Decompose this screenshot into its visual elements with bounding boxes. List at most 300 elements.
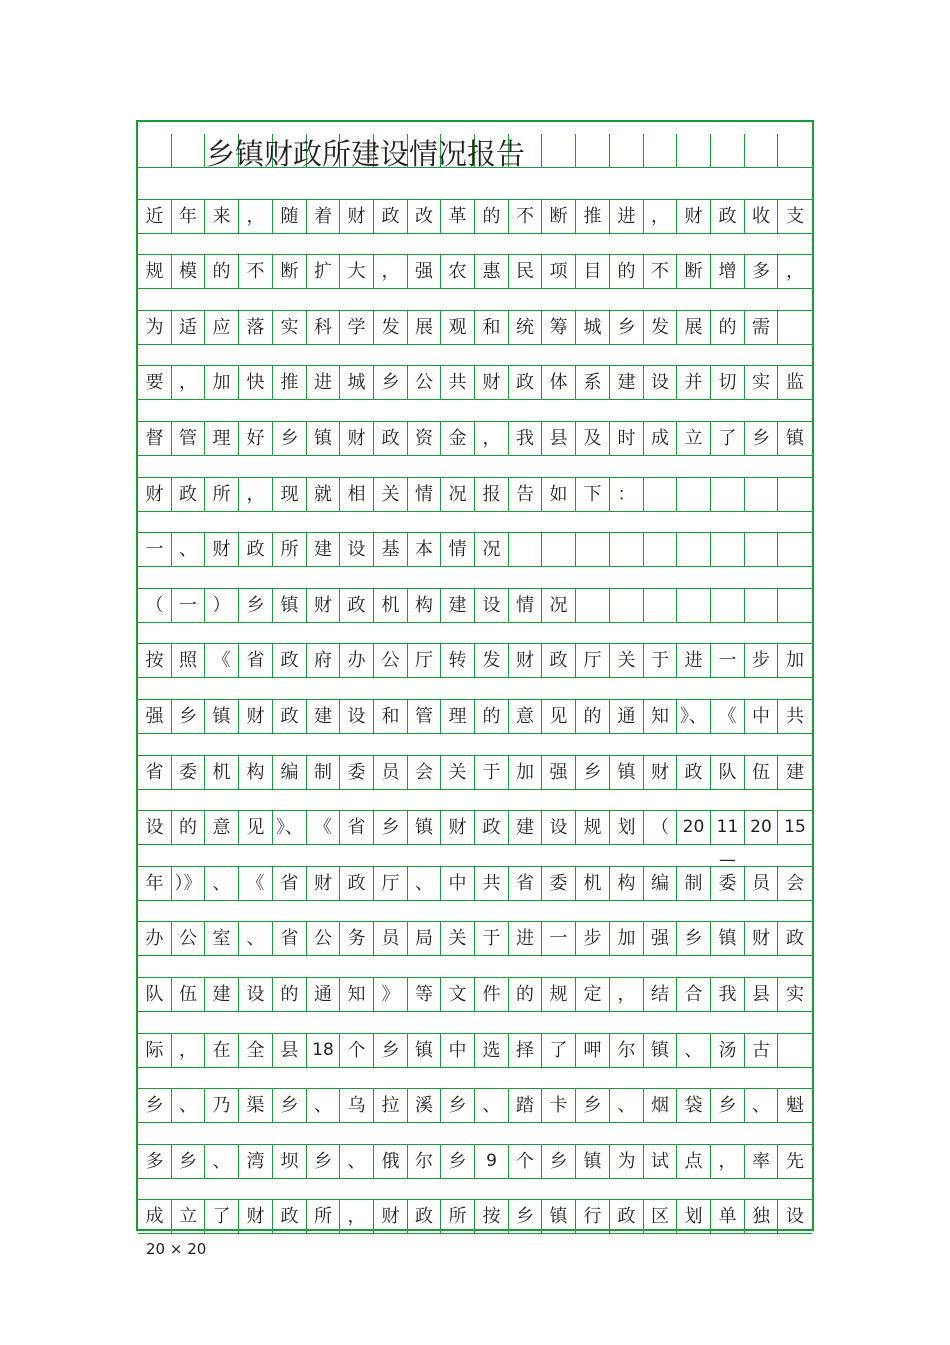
grid-cell: 乡 xyxy=(172,700,205,733)
text-row xyxy=(138,900,812,956)
grid-cell: 制 xyxy=(307,756,340,789)
grid-cell: 监 xyxy=(786,372,804,393)
grid-cell: 共 xyxy=(441,366,475,399)
grid-cell xyxy=(778,589,812,622)
grid-cell: 知 xyxy=(644,700,677,733)
grid-cell: 省 xyxy=(273,922,307,955)
grid-cell: 督 xyxy=(138,422,172,455)
grid-cell: 意 xyxy=(205,811,239,844)
grid-cell: 支 xyxy=(786,206,804,227)
grid-cell: 政 xyxy=(172,478,205,511)
grid-cell: 政 xyxy=(475,811,509,844)
grid-cell: 革 xyxy=(441,200,475,233)
grid-cell: 镇 xyxy=(786,428,804,449)
grid-cell: 发 xyxy=(475,644,509,677)
grid-cell xyxy=(778,311,812,344)
row-cells xyxy=(138,200,812,234)
row-spacer xyxy=(138,1123,812,1145)
grid-cell: 政 xyxy=(542,644,576,677)
grid-cell: 于 xyxy=(475,922,509,955)
grid-cell: 先 xyxy=(786,1151,804,1172)
grid-cell: 政 xyxy=(340,589,374,622)
row-spacer xyxy=(138,1012,812,1034)
grid-cell: 体 xyxy=(542,366,576,399)
row-cells xyxy=(138,366,812,400)
grid-cell: 意 xyxy=(509,700,542,733)
grid-cell: 省 xyxy=(509,867,542,900)
grid-cell: 公 xyxy=(408,366,441,399)
row-cells xyxy=(138,255,812,289)
text-row xyxy=(138,178,812,234)
grid-cell: 《 xyxy=(307,811,340,844)
grid-cell: ）》 xyxy=(172,867,205,900)
grid-cell xyxy=(778,478,812,511)
grid-cell: 厅 xyxy=(374,867,408,900)
grid-cell: 并 xyxy=(677,366,711,399)
grid-cell: 魁 xyxy=(786,1095,804,1116)
text-row xyxy=(138,567,812,623)
grid-cell: 设 xyxy=(239,978,273,1011)
grid-cell: 在 xyxy=(205,1034,239,1067)
grid-cell: 省 xyxy=(138,756,172,789)
row-spacer xyxy=(138,789,812,811)
grid-cell: 湾 xyxy=(239,1145,273,1178)
grid-cell: ： xyxy=(610,478,644,511)
grid-cell xyxy=(576,533,610,566)
grid-cell: 适 xyxy=(172,311,205,344)
grid-cell xyxy=(509,134,542,167)
grid-cell: 建 xyxy=(441,589,475,622)
grid-cell xyxy=(677,589,711,622)
title-row xyxy=(138,122,812,178)
grid-cell: 拉 xyxy=(374,1089,408,1122)
grid-cell xyxy=(273,134,307,167)
grid-cell: 等 xyxy=(408,978,441,1011)
grid-cell: 好 xyxy=(239,422,273,455)
grid-cell: 《 xyxy=(239,867,273,900)
text-row xyxy=(138,344,812,400)
grid-cell: 进 xyxy=(509,922,542,955)
grid-cell: 个 xyxy=(509,1145,542,1178)
grid-cell: 了 xyxy=(542,1034,576,1067)
grid-cell: 情 xyxy=(408,478,441,511)
grid-cell: 》、 xyxy=(677,700,711,733)
grid-cell xyxy=(610,589,644,622)
grid-cell: 推 xyxy=(576,200,610,233)
row-spacer xyxy=(138,622,812,644)
grid-cell: 况 xyxy=(542,589,576,622)
grid-cell: 为 xyxy=(138,311,172,344)
grid-cell: ， xyxy=(786,261,804,282)
grid-cell: 步 xyxy=(745,644,778,677)
grid-cell xyxy=(644,589,677,622)
grid-cell: 建 xyxy=(610,366,644,399)
grid-cell: 照 xyxy=(172,644,205,677)
grid-cell: 进 xyxy=(307,366,340,399)
grid-cell: 政 xyxy=(273,644,307,677)
grid-cell: 相 xyxy=(340,478,374,511)
grid-cell: 年 xyxy=(172,200,205,233)
grid-cell: 的 xyxy=(475,700,509,733)
row-spacer xyxy=(138,456,812,478)
grid-cell: 模 xyxy=(172,255,205,288)
text-row xyxy=(138,789,812,870)
text-row xyxy=(138,400,812,456)
row-cells xyxy=(138,700,812,734)
text-row xyxy=(138,233,812,289)
grid-cell: 金 xyxy=(441,422,475,455)
grid-cell: 财 xyxy=(307,589,340,622)
grid-cell: 实 xyxy=(786,984,804,1005)
grid-cell: 伍 xyxy=(745,756,778,789)
grid-cell xyxy=(441,134,475,167)
grid-cell: 委 xyxy=(542,867,576,900)
grid-cell: 、 xyxy=(172,1089,205,1122)
grid-cell xyxy=(677,478,711,511)
grid-cell: 设 xyxy=(542,811,576,844)
grid-cell: 目 xyxy=(576,255,610,288)
grid-cell: 政 xyxy=(374,200,408,233)
grid-cell: 、 xyxy=(677,1034,711,1067)
grid-cell xyxy=(610,134,644,167)
grid-cell xyxy=(408,134,441,167)
grid-cell: 规 xyxy=(138,255,172,288)
grid-cell: 的 xyxy=(711,311,745,344)
grid-cell xyxy=(374,134,408,167)
grid-cell: 坝 xyxy=(273,1145,307,1178)
grid-cell: 年 xyxy=(138,867,172,900)
grid-cell: 乡 xyxy=(711,1089,745,1122)
grid-cell: 率 xyxy=(745,1145,778,1178)
grid-cell: 的 xyxy=(610,255,644,288)
grid-cell: 划 xyxy=(677,1200,711,1233)
row-spacer xyxy=(138,511,812,533)
grid-cell: 》、 xyxy=(273,811,307,844)
grid-cell: 时 xyxy=(610,422,644,455)
grid-cell: 厅 xyxy=(576,644,610,677)
grid-cell: 、 xyxy=(610,1089,644,1122)
grid-cell: 委 xyxy=(340,756,374,789)
grid-cell: 烟 xyxy=(644,1089,677,1122)
grid-cell: 管 xyxy=(172,422,205,455)
grid-cell: 乌 xyxy=(340,1089,374,1122)
grid-cell: 设 xyxy=(340,533,374,566)
grid-cell xyxy=(340,134,374,167)
text-row xyxy=(138,511,812,567)
grid-cell: 定 xyxy=(576,978,610,1011)
grid-cell: 《 xyxy=(711,700,745,733)
grid-cell: 镇 xyxy=(408,811,441,844)
grid-cell: 县 xyxy=(745,978,778,1011)
grid-cell: 扩 xyxy=(307,255,340,288)
grid-cell: 镇 xyxy=(542,1200,576,1233)
grid-cell: 中 xyxy=(441,867,475,900)
grid-cell: 合 xyxy=(677,978,711,1011)
grid-cell: 建 xyxy=(205,978,239,1011)
row-spacer xyxy=(138,734,812,756)
grid-cell: 况 xyxy=(475,533,509,566)
text-row xyxy=(138,622,812,678)
grid-cell: 财 xyxy=(205,533,239,566)
grid-cell: 收 xyxy=(745,200,778,233)
grid-cell: 设 xyxy=(340,700,374,733)
grid-cell: 汤 xyxy=(711,1034,745,1067)
grid-cell: 乡 xyxy=(374,811,408,844)
text-row xyxy=(138,1067,812,1123)
grid-cell: 11— xyxy=(711,811,745,844)
grid-cell: 财 xyxy=(509,644,542,677)
grid-cell: 财 xyxy=(307,867,340,900)
grid-cell: 、 xyxy=(205,867,239,900)
grid-cell xyxy=(576,589,610,622)
grid-cell xyxy=(307,134,340,167)
grid-cell: 建 xyxy=(307,533,340,566)
grid-cell: 科 xyxy=(307,311,340,344)
grid-cell: 规 xyxy=(542,978,576,1011)
grid-cell: 立 xyxy=(172,1200,205,1233)
grid-cell: 独 xyxy=(745,1200,778,1233)
grid-cell: 理 xyxy=(205,422,239,455)
grid-cell xyxy=(644,134,677,167)
grid-cell: 推 xyxy=(273,366,307,399)
grid-cell: 乡 xyxy=(441,1089,475,1122)
grid-cell: 员 xyxy=(374,756,408,789)
grid-cell: 袋 xyxy=(677,1089,711,1122)
grid-cell: ） xyxy=(205,589,239,622)
grid-cell: 成 xyxy=(138,1200,172,1233)
grid-cell: 乡 xyxy=(138,1089,172,1122)
grid-cell: 大 xyxy=(340,255,374,288)
grid-cell: 报 xyxy=(475,478,509,511)
grid-cell: 筹 xyxy=(542,311,576,344)
grid-cell: 实 xyxy=(745,366,778,399)
grid-cell: 的 xyxy=(273,978,307,1011)
grid-cell: 9 xyxy=(475,1145,509,1178)
grid-cell: 乡 xyxy=(610,311,644,344)
row-cells xyxy=(138,134,812,168)
grid-cell: 断 xyxy=(542,200,576,233)
text-row xyxy=(138,845,812,901)
row-cells xyxy=(138,1034,812,1068)
text-row xyxy=(138,456,812,512)
grid-cell: 了 xyxy=(205,1200,239,1233)
grid-cell: 的 xyxy=(205,255,239,288)
grid-cell: 的 xyxy=(172,811,205,844)
grid-cell: 选 xyxy=(475,1034,509,1067)
grid-cell: 一 xyxy=(138,533,172,566)
grid-cell: 办 xyxy=(340,644,374,677)
grid-cell xyxy=(677,134,711,167)
grid-cell: 建 xyxy=(786,762,804,783)
grid-cell xyxy=(677,533,711,566)
grid-cell: 着 xyxy=(307,200,340,233)
row-cells xyxy=(138,756,812,790)
grid-cell: 员 xyxy=(374,922,408,955)
grid-cell: 随 xyxy=(273,200,307,233)
grid-cell: 》 xyxy=(374,978,408,1011)
grid-cell: 理 xyxy=(441,700,475,733)
grid-cell: 不 xyxy=(239,255,273,288)
grid-cell: 乡 xyxy=(576,1089,610,1122)
grid-cell: 进 xyxy=(610,200,644,233)
grid-cell: 成 xyxy=(644,422,677,455)
grid-cell: 见 xyxy=(542,700,576,733)
grid-cell: 区 xyxy=(644,1200,677,1233)
grid-cell: （ xyxy=(644,811,677,844)
grid-cell: 、 xyxy=(745,1089,778,1122)
grid-cell: 强 xyxy=(542,756,576,789)
grid-cell: 的 xyxy=(509,978,542,1011)
grid-cell: 会 xyxy=(408,756,441,789)
grid-cell: 乡 xyxy=(509,1200,542,1233)
grid-cell: 镇 xyxy=(273,589,307,622)
grid-cell: 际 xyxy=(138,1034,172,1067)
grid-cell: 规 xyxy=(576,811,610,844)
grid-cell: 政 xyxy=(239,533,273,566)
character-grid xyxy=(138,122,812,1229)
grid-cell: ， xyxy=(610,978,644,1011)
grid-cell: 机 xyxy=(374,589,408,622)
grid-cell xyxy=(711,533,745,566)
grid-cell: 设 xyxy=(644,366,677,399)
grid-cell: 机 xyxy=(576,867,610,900)
grid-cell: 文 xyxy=(441,978,475,1011)
grid-cell: 择 xyxy=(509,1034,542,1067)
grid-cell: 切 xyxy=(711,366,745,399)
grid-cell xyxy=(711,478,745,511)
grid-cell: 镇 xyxy=(644,1034,677,1067)
grid-cell: 政 xyxy=(610,1200,644,1233)
row-spacer xyxy=(138,289,812,311)
grid-cell: 快 xyxy=(239,366,273,399)
row-spacer xyxy=(138,567,812,589)
grid-cell: 要 xyxy=(138,366,172,399)
grid-cell: 关 xyxy=(374,478,408,511)
grid-cell: 渠 xyxy=(239,1089,273,1122)
grid-cell: 设 xyxy=(138,811,172,844)
grid-cell xyxy=(172,134,205,167)
text-row xyxy=(138,289,812,345)
grid-cell: 的 xyxy=(576,700,610,733)
grid-cell: 共 xyxy=(786,706,804,727)
grid-cell: 18 xyxy=(307,1034,340,1067)
grid-cell: 政 xyxy=(374,422,408,455)
grid-cell: 我 xyxy=(711,978,745,1011)
grid-cell: 建 xyxy=(307,700,340,733)
grid-cell: 加 xyxy=(610,922,644,955)
grid-cell: 镇 xyxy=(205,700,239,733)
grid-cell xyxy=(239,134,273,167)
grid-cell: 构 xyxy=(610,867,644,900)
grid-cell: ， xyxy=(644,200,677,233)
grid-cell: 就 xyxy=(307,478,340,511)
grid-cell: 财 xyxy=(677,200,711,233)
grid-cell: 编 xyxy=(644,867,677,900)
grid-cell: 中 xyxy=(441,1034,475,1067)
grid-cell: 乡 xyxy=(542,1145,576,1178)
grid-cell: 编 xyxy=(273,756,307,789)
grid-cell: 乡 xyxy=(273,422,307,455)
grid-cell: 断 xyxy=(677,255,711,288)
grid-cell: （ xyxy=(138,589,172,622)
grid-cell xyxy=(745,478,778,511)
grid-cell: ， xyxy=(239,200,273,233)
grid-cell: 政 xyxy=(340,867,374,900)
grid-cell: 改 xyxy=(408,200,441,233)
grid-cell: 系 xyxy=(576,366,610,399)
grid-cell: 财 xyxy=(239,1200,273,1233)
row-spacer xyxy=(138,400,812,422)
row-spacer xyxy=(138,956,812,978)
grid-cell: 展 xyxy=(677,311,711,344)
grid-cell: 不 xyxy=(509,200,542,233)
grid-cell: 乡 xyxy=(239,589,273,622)
grid-cell xyxy=(542,134,576,167)
grid-cell: 尔 xyxy=(408,1145,441,1178)
grid-cell: 告 xyxy=(509,478,542,511)
row-spacer xyxy=(138,233,812,255)
grid-cell: 发 xyxy=(644,311,677,344)
grid-cell xyxy=(745,533,778,566)
grid-cell: 加 xyxy=(786,650,804,671)
grid-cell: 乡 xyxy=(307,1145,340,1178)
grid-cell: 行 xyxy=(576,1200,610,1233)
grid-cell: 溪 xyxy=(408,1089,441,1122)
grid-cell: 委 xyxy=(711,867,745,900)
grid-cell: 步 xyxy=(576,922,610,955)
text-row xyxy=(138,1012,812,1068)
grid-cell xyxy=(778,1034,812,1067)
grid-cell: 来 xyxy=(205,200,239,233)
grid-cell: 加 xyxy=(205,366,239,399)
grid-cell: ， xyxy=(374,255,408,288)
grid-cell: 呷 xyxy=(576,1034,610,1067)
grid-cell: 乡 xyxy=(441,1145,475,1178)
grid-cell: 伍 xyxy=(172,978,205,1011)
grid-cell: 所 xyxy=(205,478,239,511)
row-cells xyxy=(138,422,812,456)
text-row xyxy=(138,678,812,734)
grid-cell: 一 xyxy=(542,922,576,955)
grid-cell: 强 xyxy=(644,922,677,955)
grid-cell: 政 xyxy=(408,1200,441,1233)
grid-cell: 制 xyxy=(677,867,711,900)
grid-cell: 队 xyxy=(711,756,745,789)
grid-cell: 省 xyxy=(273,867,307,900)
grid-cell: 、 xyxy=(307,1089,340,1122)
grid-cell: 古 xyxy=(745,1034,778,1067)
grid-cell xyxy=(644,478,677,511)
grid-cell: 财 xyxy=(745,922,778,955)
grid-cell: 个 xyxy=(340,1034,374,1067)
grid-cell: 关 xyxy=(441,922,475,955)
grid-cell: 城 xyxy=(576,311,610,344)
grid-cell: 设 xyxy=(786,1206,804,1227)
grid-cell: 乡 xyxy=(273,1089,307,1122)
grid-cell: 镇 xyxy=(408,1034,441,1067)
row-cells xyxy=(138,311,812,345)
grid-cell: 财 xyxy=(374,1200,408,1233)
grid-cell: 建 xyxy=(509,811,542,844)
grid-cell xyxy=(644,533,677,566)
grid-cell: 如 xyxy=(542,478,576,511)
grid-cell: 政 xyxy=(273,1200,307,1233)
grid-cell: 乡 xyxy=(576,756,610,789)
grid-cell: 单 xyxy=(711,1200,745,1233)
text-row xyxy=(138,1123,812,1179)
grid-cell: 局 xyxy=(408,922,441,955)
grid-cell: 和 xyxy=(475,311,509,344)
